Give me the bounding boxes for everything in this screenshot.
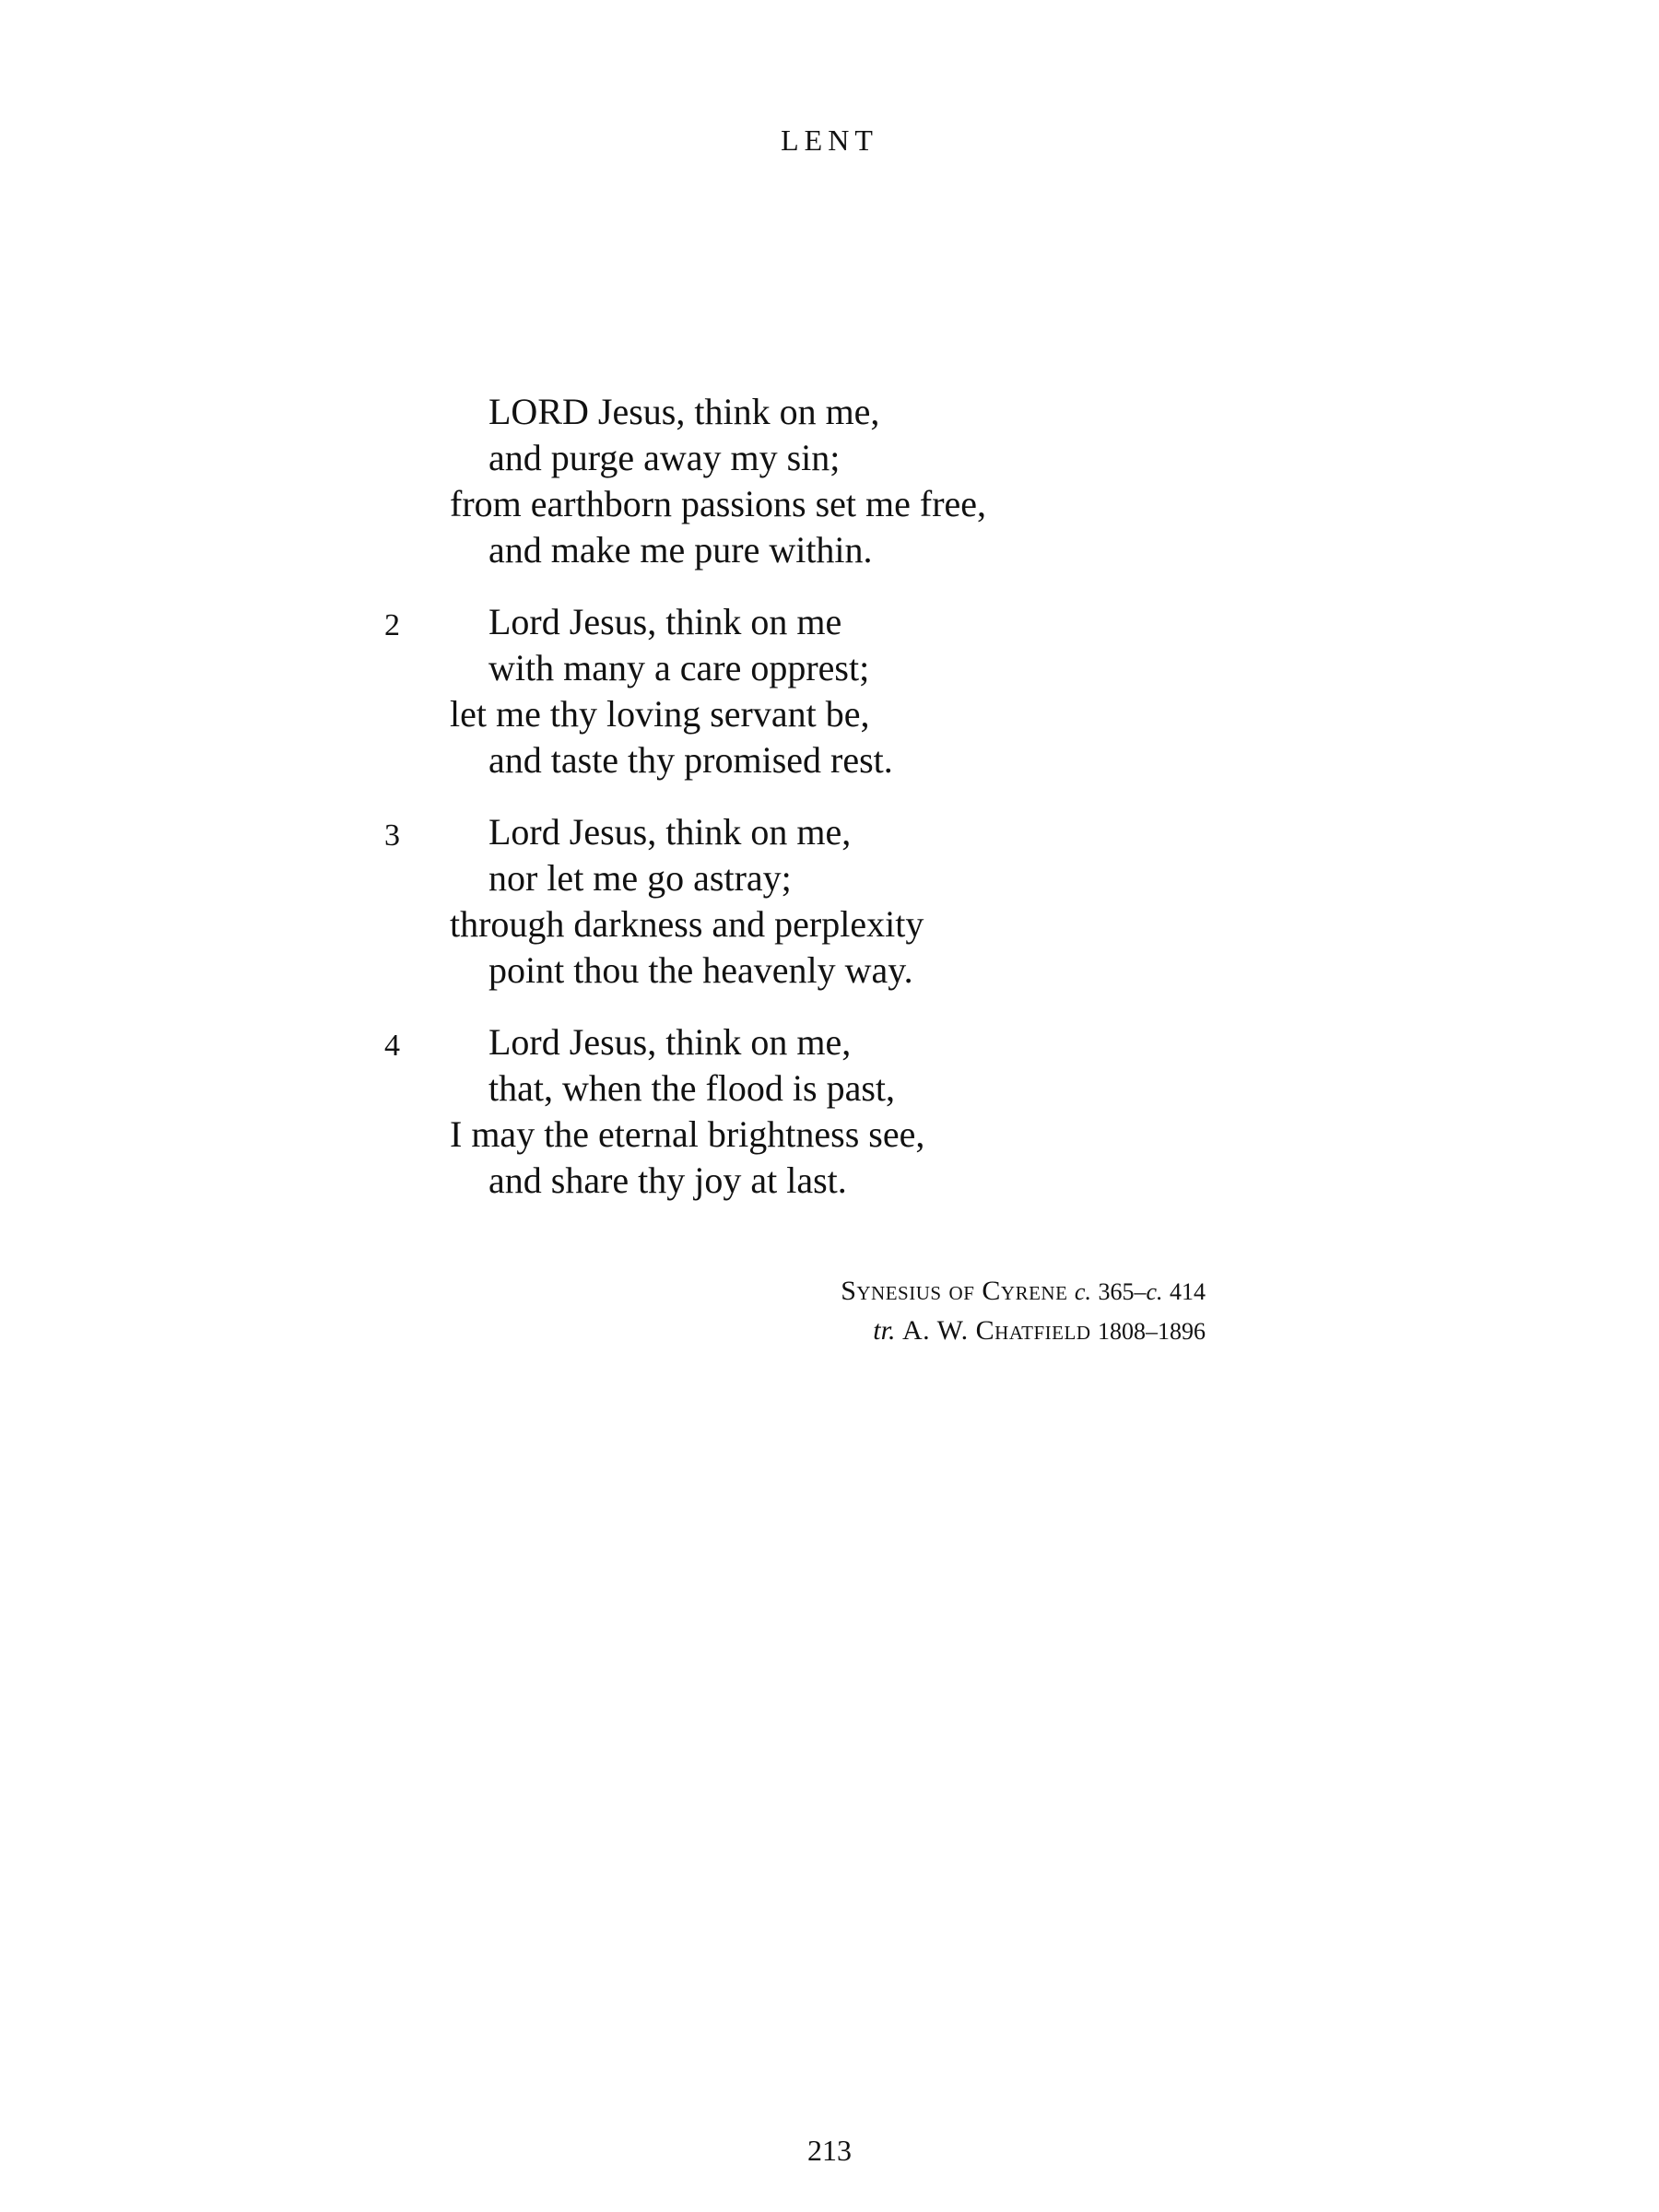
verse-number: 2 [384, 608, 400, 642]
verse-line: Lord Jesus, think on me, [488, 1021, 852, 1063]
translator-dates: 1808–1896 [1098, 1318, 1206, 1345]
attribution [841, 1272, 1206, 1351]
verse-line: from earthborn passions set me free, [450, 483, 987, 524]
verse-line: through darkness and perplexity [450, 903, 924, 945]
verse-line: and make me pure within. [488, 529, 873, 571]
author-dates-start: 365– [1098, 1278, 1147, 1305]
verse-number: 3 [384, 818, 400, 853]
verse-line: LORD Jesus, think on me, [488, 391, 880, 432]
verse-line: and share thy joy at last. [488, 1159, 847, 1201]
verse-line: nor let me go astray; [488, 857, 792, 899]
verse-3 [0, 809, 1659, 994]
author-dates-end: 414 [1170, 1278, 1206, 1305]
author-name: Synesius of Cyrene [841, 1276, 1068, 1306]
translator-line [841, 1312, 1206, 1351]
author-dates-mid: c. [1146, 1278, 1163, 1305]
verse-line: that, when the flood is past, [488, 1067, 896, 1109]
verse-1 [0, 389, 1659, 573]
verse-line: Lord Jesus, think on me [488, 601, 842, 642]
page-number: 213 [807, 2134, 852, 2167]
verse-number: 4 [384, 1029, 400, 1063]
verse-2 [0, 599, 1659, 783]
verse-line: Lord Jesus, think on me, [488, 811, 852, 853]
verse-line: with many a care opprest; [488, 647, 870, 688]
author-dates-prefix: c. [1074, 1278, 1091, 1305]
verse-line: let me thy loving servant be, [450, 693, 870, 735]
translator-name: A. W. Chatfield [901, 1315, 1091, 1346]
author-line [841, 1272, 1206, 1312]
translator-prefix: tr. [873, 1315, 896, 1346]
hymn-text [0, 389, 1659, 1230]
verse-4 [0, 1019, 1659, 1204]
verse-line: point thou the heavenly way. [488, 949, 913, 991]
verse-line: and taste thy promised rest. [488, 739, 893, 781]
running-head: LENT [781, 124, 878, 157]
verse-line: and purge away my sin; [488, 437, 841, 478]
verse-line: I may the eternal brightness see, [450, 1113, 925, 1155]
